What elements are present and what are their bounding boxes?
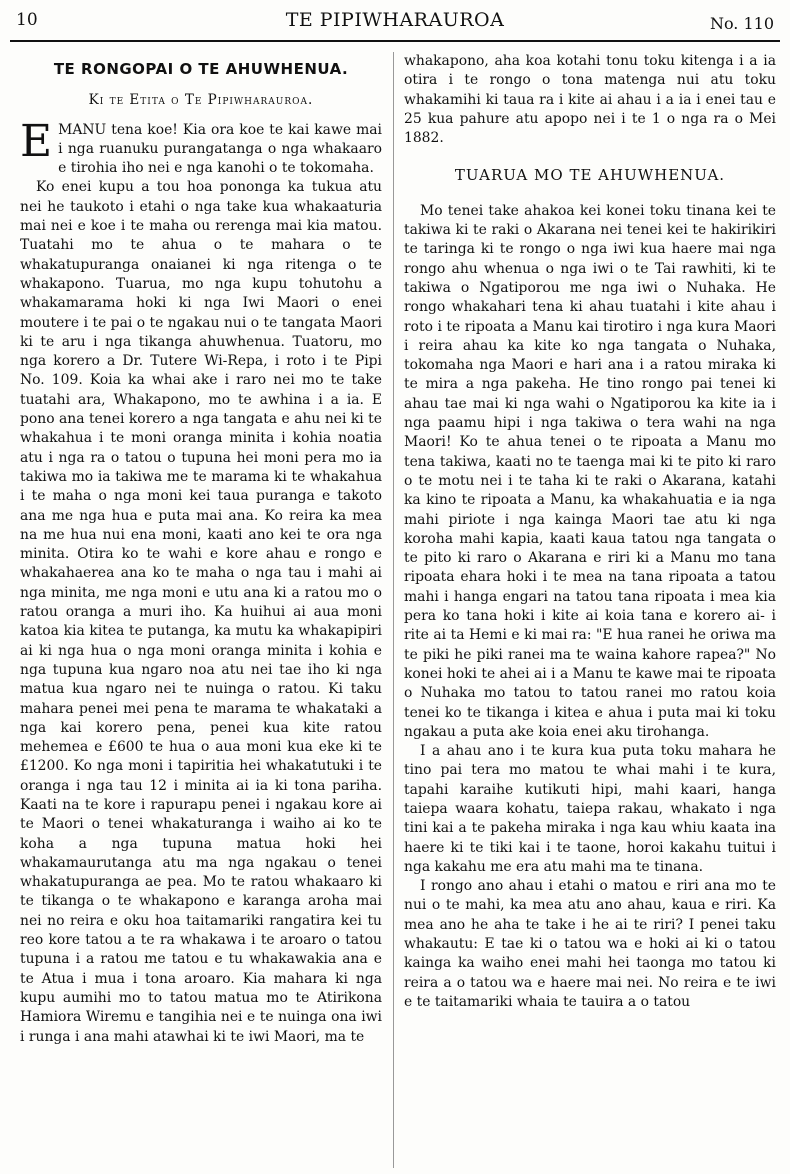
journal-title: TE PIPIWHARAUROA	[285, 9, 505, 31]
article-paragraph: I a ahau ano i te kura kua puta toku mahara he tino pai tera mo matou te whai mahi i te kura, tapahi karaihe kutikuti hipi, mahi kaari, hanga taiepa waara kohatu, taiepa rakau, whakato i nga tini kai a te pakeha miraka i nga kau whiu kaata ina haere ki te tiki kai i te taone, horoi kakahu tuitui i nga kakahu me era atu mahi ma te tinana.	[404, 743, 776, 875]
page-number: 10	[16, 10, 38, 30]
article-paragraph: Mo tenei take ahakoa kei konei toku tinana kei te takiwa ki te raki o Akarana nei tenei kei te hakirikiri te taringa ki te rongo o nga iwi kua haere mai nga rongo ahu whenua o nga iwi o te Tai rawhiti, ki te takiwa o Ngatiporou me nga iwi o Nuhaka. He rongo whakahari tena ki ahau tuatahi i kite ahau i roto i te ripoata a Manu kai tirotiro i nga kura Maori i reira ahau ka kite ko nga tangata o Nuhaka, tokomaha nga Maori e hari ana i a ratou miraka ki te mira a nga pakeha. He tino rongo pai tenei ki ahau tae mai ki nga wahi o Ngatiporou ka kite ia i nga paamu hipi i nga takiwa o tera wahi na nga Maori! Ko te ahua tenei o te ripoata a Manu mo tena takiwa, kaati no te taenga mai ki te pito ki raro o te motu nei i te taha ki te raki o Akarana, katahi ka kino te ripoata a Manu, ka whakahuatia e ia nga mahi piriote i nga kainga Maori tae atu ki nga koroha mahi kapia, kaati kaua tatou nga tangata o te pito ki raro o Akarana e riri ki a Manu mo tana ripoata ehara hoki i te mea na tana ripoata a tatou mahi i hanga engari na tatou tana ripoata i mea kia pera ko tana hoki i kite ai koia tana e korero ai- i rite ai ta Hemi e ki mai ra: "E hua ranei he oriwa ma te piki he piki ranei ma te waina kahore rapea?" No konei hoki te ahei ai i a Manu te kawe mai te ripoata o Nuhaka mo tatou to tatou ranei mo ratou koia tenei ko te tikanga i kitea e ahua i puta mai ki toku ngakau a puta ake koia enei aku tirohanga.	[404, 202, 776, 740]
article-title: TE RONGOPAI O TE AHUWHENUA.	[53, 60, 349, 78]
article-paragraph: Ko enei kupu a tou hoa ponongа ka tukua atu nei he taukoto i etahi o nga take kua whakaaturia mai nei e koe i te maha ou rerenga mai kia matou. Tuatahi mo te ahua o te mahara o te whakatupuranga onaianei ki nga ritenga o te whakapono. Tuarua, mo nga kupu tohutohu a whakamarama hoki ki nga Iwi Maori o enei moutere i te pai o te ngakau nui o te tangata Maori ki te aru i nga tikanga ahuwhenua. Tuatoru, mo nga korero a Dr. Tutere Wi-Repa, i roto i te Pipi No. 109. Koia ka whai ake i raro nei mo te take tuatahi ara, Whakapono, mo te awhina i a ia. E pono ana tenei korero a nga tangata e ahu nei ki te whakahua i te moni oranga minita i kohia noatia atu i nga ra o tatou o tupuna hei moni pera mo ia takiwa mo ia takiwa me te marama ki te whakahua i te maha o nga moni kei taua puranga e takoto ana me nga hua e puta mai ana. Ko reira ka mea na me hua nui ena moni, kaati ano kei te ora nga minita. Otira ko te wahi e kore ahau e rongo e whakahaerea ana ko te maha o nga tau i mahi ai nga minita, me nga moni e utu ana ki a ratou mo o ratou oranga a muri iho. Ka huihui ai aua moni katoa kia kitea te putanga, ka mutu ka whakapipiri ai ki nga hua o nga moni oranga minita i kohia e nga tupuna kua ngaro noa atu nei tae iho ki nga matua kua ngaro nei te nuinga o ratou. Ki taku mahara penei mei pena te marama te whakataki a nga kai korero pena, penei kua kite ratou mehemea e £600 te hua o aua moni kua eke ki te £1200. Ko nga moni i tapiritia hei whakatutuki i te oranga i nga tau 12 i minita ai ia ki tona pariha. Kaati na te kore i rapurapu penei i ngakau kore ai te Maori o tenei whakaturanga i waiho ai ko te koha a nga tupuna matua hoki hei whakamaurutanga atu ma nga ngakau o tenei whakatupuranga ae pea. Mo te ratou whakaaro ki te tikanga o te whakapono e karanga aroha mai nei no reira e oku hoa taitamariki rangatira kei tu reo kore tatou a te ra whakawa i te aroaro o tatou tupuna i a ratou me tatou e tu whakawakia ana e te Atua i mua i tona aroaro. Kia mahara ki nga kupu aumihi mo to tatou matua mo te Atirikona Hamiora Wiremu e tangihia nei e te nuinga ona iwi i runga i ana mahi atawhai ki te iwi Maori, ma te	[20, 179, 382, 1045]
column-divider	[393, 52, 394, 1168]
article-byline: Ki te Etita o Te Pipiwharauroa.	[88, 92, 314, 109]
issue-number: No. 110	[709, 14, 774, 33]
article-continuation: whakapono, aha koa kotahi tonu toku kitenga i a ia otira i te rongo o tona matenga nui atu toku whakamihi ki taua ra i kite ai ahau i a ia i enei tau e 25 kua pahure atu apopo nei i te 1 o nga ra o Mei 1882.	[404, 53, 776, 147]
article-paragraph: EMANU tena koe! Kia ora koe te kai kawe mai i nga ruanuku purangatanga o nga whakaaro e tirohia iho nei e nga kanohi o te tokomaha.	[20, 115, 382, 177]
page-header	[10, 6, 780, 42]
column-left	[20, 52, 382, 1170]
drop-cap: E	[20, 115, 53, 167]
column-right	[404, 52, 776, 1170]
article-paragraph: I rongo ano ahau i etahi o matou e riri ana mo te nui o te mahi, ka mea atu ano ahau, kaua e riri. Ka mea ano he aha te take i he ai te riri? I penei taku whakautu: E tae ki o tatou wa e hoki ai ki o tatou kainga ka waiho enei mahi hei taonga mo tatou ki reira a o tatou wa e haere mai nei. No reira e te iwi e te taitamariki whaia te tauira a o tatou	[404, 878, 776, 1010]
section-title: TUARUA MO TE AHUWHENUA.	[454, 166, 726, 185]
